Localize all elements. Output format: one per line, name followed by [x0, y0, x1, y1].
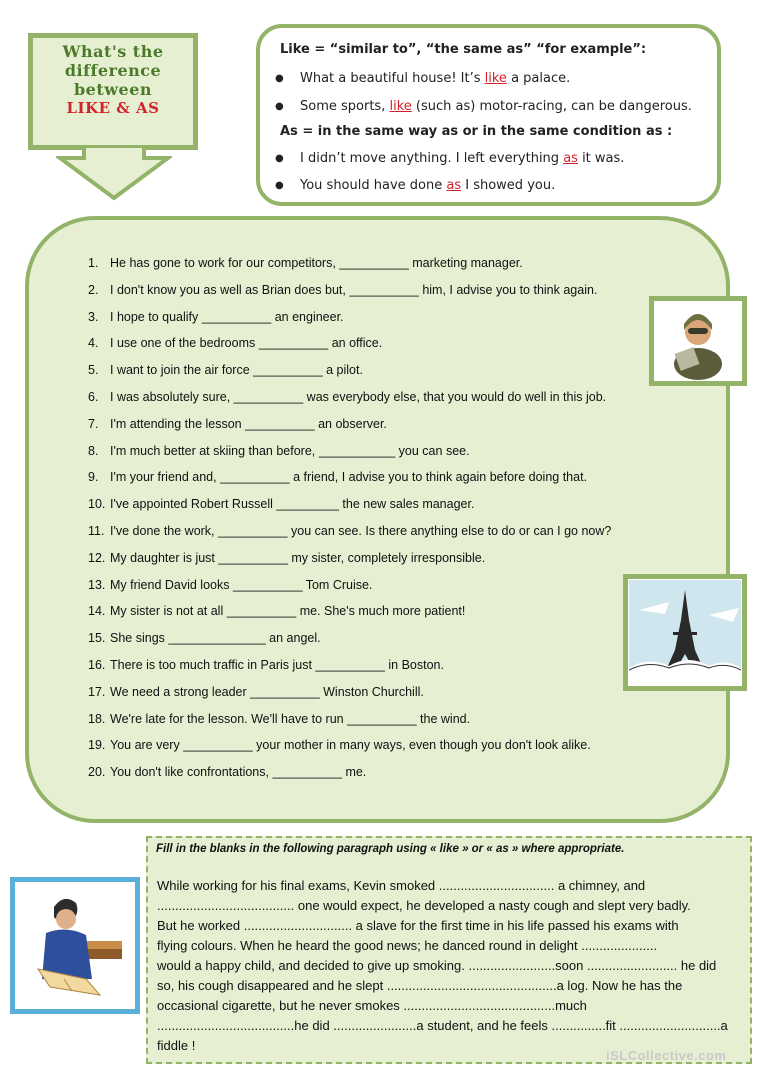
- exercise-item: [88, 712, 470, 726]
- exercise-number: 12.: [88, 550, 106, 565]
- exercise-item: [88, 336, 382, 350]
- exercise-number: 15.: [88, 631, 106, 646]
- exercise-number: 20.: [88, 765, 106, 780]
- exercise-item: [88, 363, 363, 377]
- exercise-number: 13.: [88, 577, 106, 592]
- keyword-like: like: [484, 71, 507, 86]
- exercise-text: You are very __________ your mother in many ways, even though you don't look alike.: [110, 738, 591, 753]
- example-text: it was.: [577, 151, 625, 166]
- definitions-box: [256, 24, 721, 206]
- exercise-number: 11.: [88, 524, 105, 538]
- exercise-number: 8.: [88, 443, 99, 458]
- eiffel-tower-image: [628, 579, 742, 686]
- keyword-as: as: [446, 178, 462, 193]
- paragraph-line: flying colours. When he heard the good news; he danced round in delight .....................: [157, 938, 658, 953]
- paragraph-line: ...................................... one would expect, he developed a nasty cough and slept very badly.: [157, 898, 691, 913]
- paragraph-line: fiddle !: [157, 1038, 196, 1053]
- exercise-text: I don't know you as well as Brian does but, __________ him, I advise you to think again.: [110, 282, 598, 297]
- exercise-text: I'm attending the lesson __________ an observer.: [110, 416, 387, 431]
- example-text: (such as) motor-racing, can be dangerous.: [411, 99, 692, 114]
- exercise-item: [88, 256, 523, 270]
- page-title: [28, 42, 198, 118]
- exercise-number: 18.: [88, 711, 106, 726]
- title-highlight: LIKE & AS: [66, 99, 160, 117]
- exercise-item: [88, 444, 470, 458]
- exercise-item: [88, 310, 344, 324]
- watermark: iSLCollective.com: [606, 1048, 727, 1063]
- exercise-item: [88, 685, 424, 699]
- title-line-3: between: [73, 80, 153, 99]
- paragraph-line: While working for his final exams, Kevin smoked ................................ a chimney, and: [157, 878, 646, 893]
- exercise-text: My friend David looks __________ Tom Cruise.: [110, 577, 373, 592]
- like-example-2: [300, 99, 692, 114]
- like-example-1: [300, 71, 570, 86]
- exercise-item: [88, 551, 485, 565]
- example-text: I didn’t move anything. I left everything: [300, 151, 564, 166]
- as-definition: As = in the same way as or in the same condition as :: [280, 124, 673, 139]
- exercise-item: [88, 738, 591, 752]
- exercise-text: I've done the work, __________ you can see. Is there anything else to do or can I go now?: [110, 524, 612, 538]
- exercise-number: 2.: [88, 282, 99, 297]
- student-picture-frame: [10, 877, 140, 1014]
- example-text: What a beautiful house! It’s: [300, 71, 485, 86]
- exercise-number: 3.: [88, 309, 99, 324]
- exercise-number: 16.: [88, 658, 106, 672]
- exercise-number: 17.: [88, 684, 106, 699]
- student-reading-icon: [16, 883, 134, 1008]
- exercise-text: I hope to qualify __________ an engineer.: [110, 309, 344, 324]
- exercise-text: I'm much better at skiing than before, ___________ you can see.: [110, 443, 470, 458]
- exercise-number: 9.: [88, 470, 99, 485]
- exercise-item: [88, 578, 372, 592]
- paragraph-line: But he worked .............................. a slave for the first time in his life passed his exams with: [157, 918, 679, 933]
- exercise-text: We're late for the lesson. We'll have to run __________ the wind.: [110, 711, 471, 726]
- exercise-number: 10.: [88, 497, 106, 512]
- pilot-picture-frame: [649, 296, 747, 386]
- pilot-image: [654, 301, 742, 381]
- exercise-text: I use one of the bedrooms __________ an office.: [110, 336, 383, 351]
- exercise-item: [88, 497, 474, 511]
- as-example-2: [300, 178, 555, 193]
- exercise-text: There is too much traffic in Paris just __________ in Boston.: [110, 658, 444, 672]
- exercise-item: [88, 765, 366, 779]
- eiffel-tower-icon: [629, 580, 741, 685]
- paragraph-line: so, his cough disappeared and he slept ...............................................a log. Now he has the: [157, 978, 683, 993]
- exercise-text: I was absolutely sure, __________ was everybody else, that you would do well in this job.: [110, 390, 607, 404]
- example-text: I showed you.: [461, 178, 556, 193]
- exercise-item: [88, 631, 321, 645]
- exercise-number: 5.: [88, 363, 99, 378]
- exercise-number: 19.: [88, 738, 106, 753]
- paragraph-instruction: Fill in the blanks in the following paragraph using « like » or « as » where appropriate.: [156, 843, 625, 855]
- down-arrow-icon: [56, 148, 172, 202]
- exercise-text: My sister is not at all __________ me. She's much more patient!: [110, 604, 466, 619]
- paragraph-line: occasional cigarette, but he never smokes ..........................................much: [157, 998, 587, 1013]
- paragraph-line: would a happy child, and decided to give up smoking. ........................soon ......................... he did: [157, 958, 717, 973]
- exercise-item: [88, 283, 597, 297]
- exercise-number: 1.: [88, 256, 99, 270]
- exercise-text: My daughter is just __________ my sister, completely irresponsible.: [110, 550, 486, 565]
- exercise-text: She sings ______________ an angel.: [110, 631, 321, 646]
- exercise-item: [88, 524, 611, 538]
- keyword-as: as: [563, 151, 578, 166]
- exercise-number: 7.: [88, 416, 99, 431]
- exercise-number: 6.: [88, 390, 99, 404]
- title-line-2: difference: [64, 61, 162, 80]
- pilot-icon: [655, 302, 741, 380]
- exercise-item: [88, 470, 587, 484]
- keyword-like: like: [389, 99, 412, 114]
- exercise-number: 14.: [88, 604, 106, 619]
- exercise-item: [88, 658, 444, 672]
- exercise-item: [88, 390, 606, 404]
- exercise-item: [88, 604, 465, 618]
- example-text: You should have done: [300, 178, 447, 193]
- eiffel-picture-frame: [623, 574, 747, 691]
- exercise-text: I'm your friend and, __________ a friend, I advise you to think again before doing that.: [110, 470, 588, 485]
- exercise-panel: [25, 216, 730, 823]
- as-example-1: [300, 151, 624, 166]
- exercise-text: He has gone to work for our competitors, __________ marketing manager.: [110, 256, 523, 270]
- like-definition: Like = “similar to”, “the same as” “for example”:: [280, 42, 647, 57]
- title-line-1: What's the: [62, 42, 164, 61]
- exercise-item: [88, 417, 387, 431]
- exercise-text: I've appointed Robert Russell _________ the new sales manager.: [110, 497, 475, 512]
- exercise-number: 4.: [88, 336, 99, 351]
- paragraph-line: ......................................he did .......................a student, and he feels ...............fit ............................a: [157, 1018, 728, 1033]
- student-reading-image: [15, 882, 135, 1009]
- exercise-text: You don't like confrontations, __________ me.: [110, 765, 367, 780]
- example-text: Some sports,: [300, 99, 390, 114]
- exercise-text: I want to join the air force __________ a pilot.: [110, 363, 363, 378]
- exercise-text: We need a strong leader __________ Winston Churchill.: [110, 684, 424, 699]
- example-text: a palace.: [506, 71, 571, 86]
